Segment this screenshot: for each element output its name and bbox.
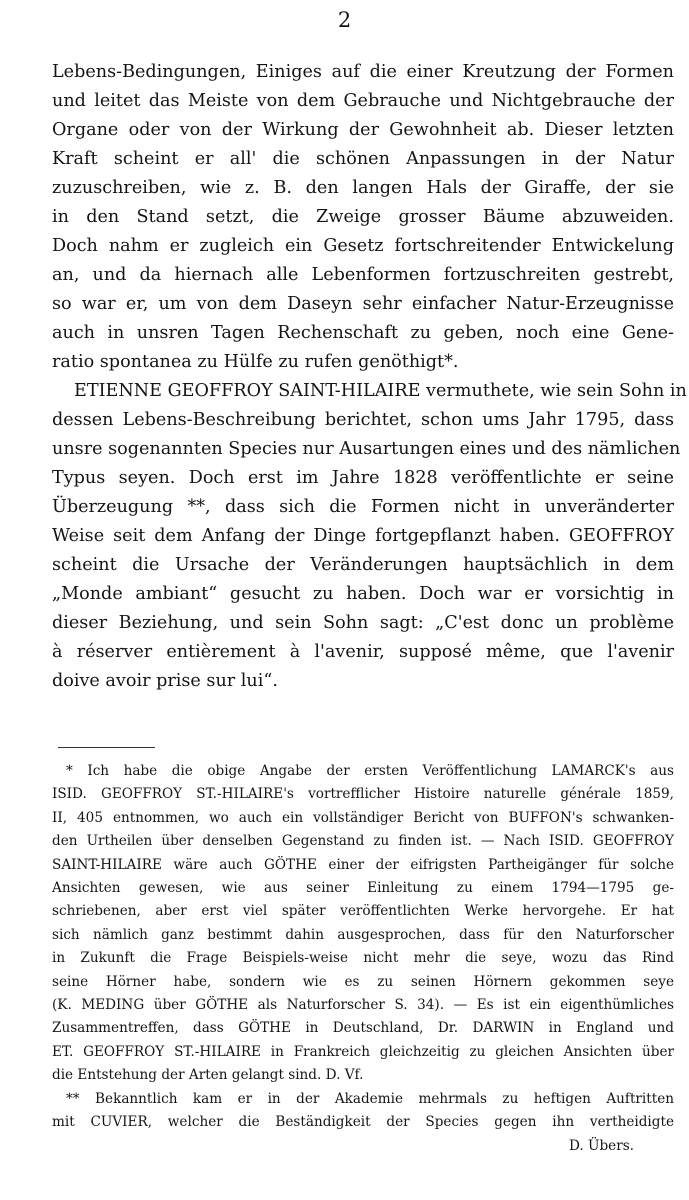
text-line: dessen Lebens-Beschreibung berichtet, schon ums Jahr 1795, dass (52, 410, 674, 430)
footnote-line: (K. MEDING über GÖTHE als Naturforscher S. 34). — Es ist ein eigenthümliches (52, 997, 674, 1014)
text-line: Doch nahm er zugleich ein Gesetz fortschreitender Entwickelung (52, 236, 674, 256)
text-line: an, und da hiernach alle Lebenformen fortzuschreiten gestrebt, (52, 265, 674, 285)
text-line: Weise seit dem Anfang der Dinge fortgepflanzt haben. GEOFFROY (52, 526, 674, 546)
footnote-divider (58, 747, 155, 748)
text-line: ratio spontanea zu Hülfe zu rufen genöthigt*. (52, 352, 459, 372)
footnote-line: * Ich habe die obige Angabe der ersten Veröffentlichung LAMARCK's aus (66, 763, 674, 779)
footnote-line: ISID. GEOFFROY ST.-HILAIRE's vortrefflicher Histoire naturelle générale 1859, (52, 786, 674, 803)
footnote-line: Zusammentreffen, dass GÖTHE in Deutschland, Dr. DARWIN in England und (52, 1020, 674, 1037)
footnote-line: den Urtheilen über denselben Gegenstand zu finden ist. — Nach ISID. GEOFFROY (52, 833, 674, 850)
footnote-line: II, 405 entnommen, wo auch ein vollständiger Bericht von BUFFON's schwanken- (52, 809, 674, 826)
footnote-signature: D. Übers. (568, 1137, 634, 1154)
text-line: dieser Beziehung, und sein Sohn sagt: „C'est donc un problème (52, 613, 674, 633)
text-line: und leitet das Meiste von dem Gebrauche und Nichtgebrauche der (52, 91, 674, 111)
text-line: Organe oder von der Wirkung der Gewohnheit ab. Dieser letzten (52, 120, 674, 140)
footnote-line: ** Bekanntlich kam er in der Akademie mehrmals zu heftigen Auftritten (66, 1090, 674, 1107)
footnote-line: ET. GEOFFROY ST.-HILAIRE in Frankreich gleichzeitig zu gleichen Ansichten über (52, 1043, 674, 1060)
footnote-line: in Zukunft die Frage Beispiels-weise nicht mehr die seye, wozu das Rind (52, 950, 674, 967)
footnotes (52, 760, 674, 1158)
footnote-line: die Entstehung der Arten gelangt sind. D. Vf. (52, 1067, 364, 1084)
text-line: ETIENNE GEOFFROY SAINT-HILAIRE vermuthete, wie sein Sohn in (74, 381, 687, 401)
text-line: in den Stand setzt, die Zweige grosser Bäume abzuweiden. (52, 207, 674, 227)
text-line: unsre sogenannten Species nur Ausartungen eines und des nämlichen (52, 439, 681, 459)
text-line: Lebens-Bedingungen, Einiges auf die einer Kreutzung der Formen (52, 62, 674, 82)
footnote-line: SAINT-HILAIRE wäre auch GÖTHE einer der eifrigsten Partheigänger für solche (52, 856, 674, 873)
main-text (52, 58, 687, 696)
text-line: zuzuschreiben, wie z. B. den langen Hals der Giraffe, der sie (52, 178, 674, 198)
text-line: so war er, um von dem Daseyn sehr einfacher Natur-Erzeugnisse (52, 294, 674, 314)
footnote-line: seine Hörner habe, sondern wie es zu seinen Hörnern gekommen seye (52, 973, 674, 990)
text-line: Kraft scheint er all' die schönen Anpassungen in der Natur (52, 149, 674, 169)
text-line: Überzeugung **, dass sich die Formen nicht in unveränderter (52, 497, 674, 517)
footnote-line: schriebenen, aber erst viel später veröffentlichten Werke hervorgehe. Er hat (52, 903, 674, 920)
text-line: auch in unsren Tagen Rechenschaft zu geben, noch eine Gene- (52, 323, 674, 343)
text-line: scheint die Ursache der Veränderungen hauptsächlich in dem (52, 555, 674, 575)
text-line: doive avoir prise sur lui“. (52, 671, 278, 691)
page-number: 2 (337, 8, 352, 32)
text-line: „Monde ambiant“ gesucht zu haben. Doch war er vorsichtig in (52, 584, 674, 604)
text-line: à réserver entièrement à l'avenir, supposé même, que l'avenir (52, 642, 674, 662)
footnote-line: sich nämlich ganz bestimmt dahin ausgesprochen, dass für den Naturforscher (52, 926, 674, 943)
footnote-line: Ansichten gewesen, wie aus seiner Einleitung zu einem 1794—1795 ge- (52, 880, 674, 897)
footnote-line: mit CUVIER, welcher die Beständigkeit der Species gegen ihn vertheidigte (52, 1114, 674, 1131)
text-line: Typus seyen. Doch erst im Jahre 1828 veröffentlichte er seine (52, 468, 674, 488)
